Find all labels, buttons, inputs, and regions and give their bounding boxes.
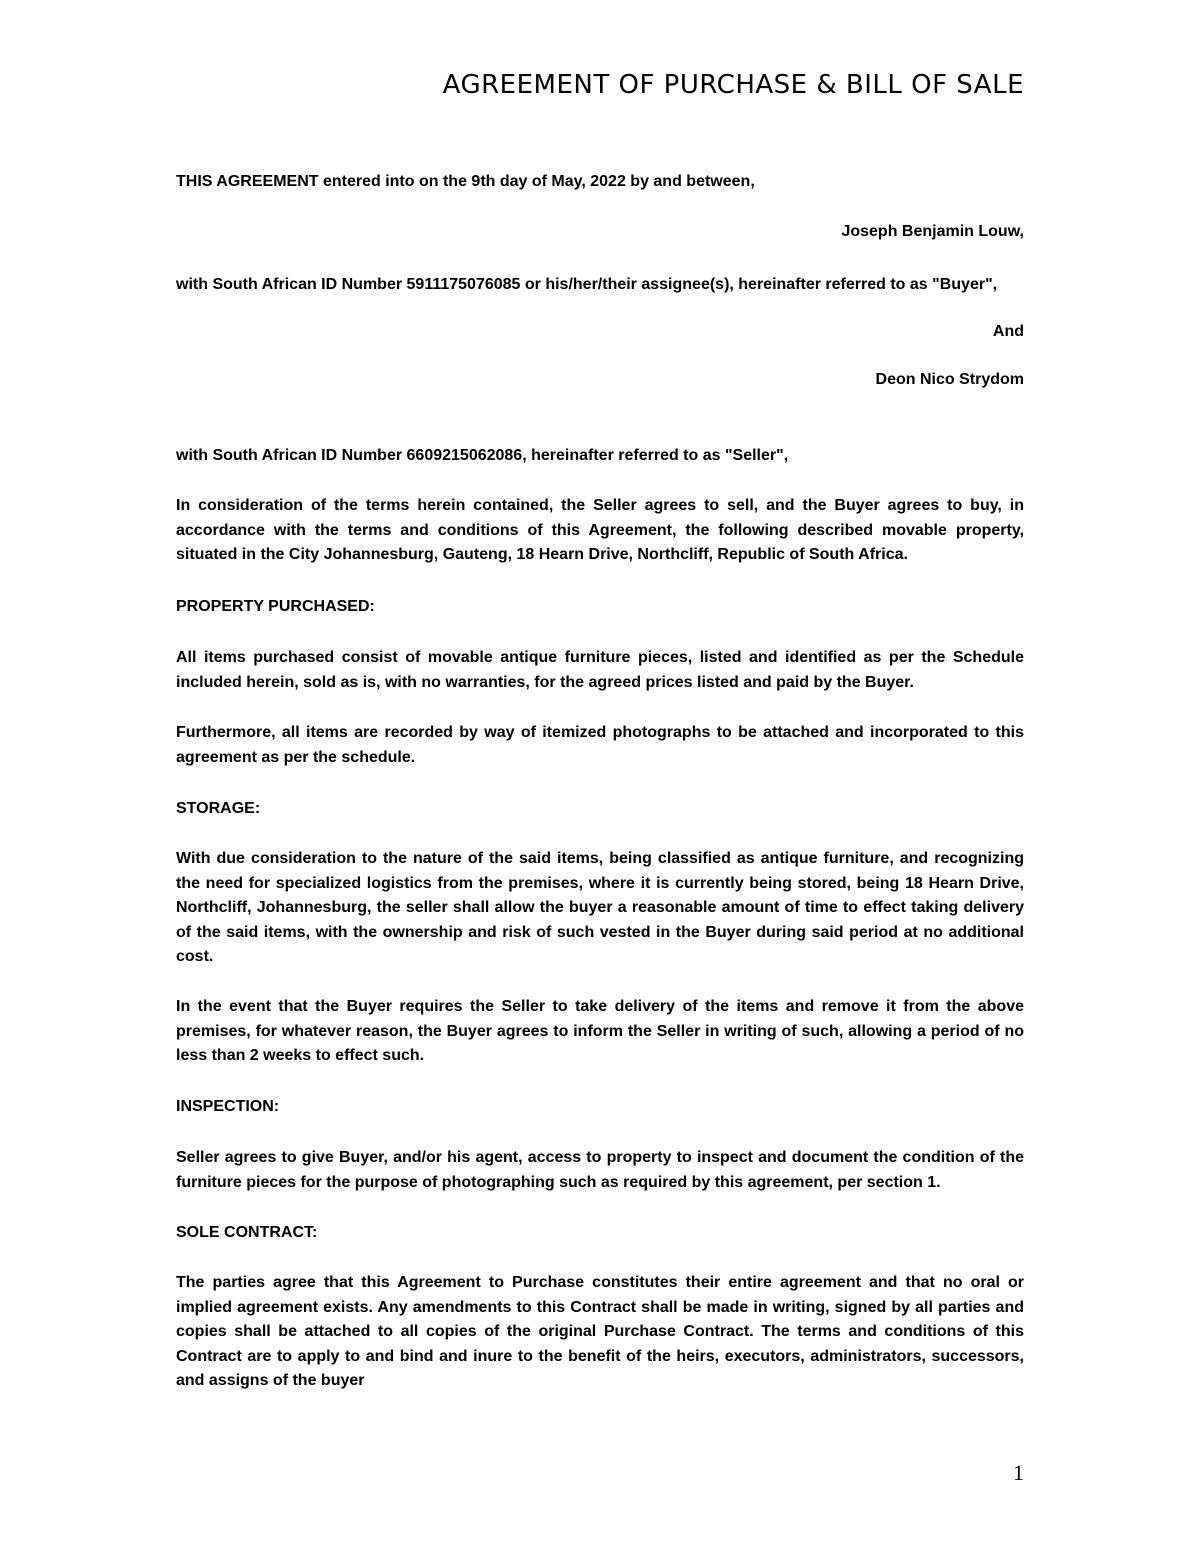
property-paragraph-2: Furthermore, all items are recorded by way of itemized photographs to be attached and incorporated to this agreement as per the schedule. bbox=[176, 724, 1024, 766]
document-title: AGREEMENT OF PURCHASE & BILL OF SALE bbox=[442, 70, 1024, 100]
property-paragraph-1: All items purchased consist of movable antique furniture pieces, listed and identified as per the Schedule included herein, sold as is, with no warranties, for the agreed prices listed and paid by the Buyer. bbox=[176, 649, 1024, 691]
page-number: 1 bbox=[1013, 1460, 1024, 1485]
storage-paragraph-1: With due consideration to the nature of the said items, being classified as antique furniture, and recognizing the need for specialized logistics from the premises, where it is currently being stored, being 18 Hearn Drive, Northcliff, Johannesburg, the seller shall allow the buyer a reasonable amount of time to effect taking delivery of the said items, with the ownership and risk of such vested in the Buyer during said period at no additional cost. bbox=[176, 850, 1024, 966]
intro-paragraph: THIS AGREEMENT entered into on the 9th day of May, 2022 by and between, bbox=[176, 173, 755, 190]
inspection-paragraph: Seller agrees to give Buyer, and/or his agent, access to property to inspect and document the condition of the furniture pieces for the purpose of photographing such as required by this agreement, per section 1. bbox=[176, 1149, 1024, 1191]
seller-id-paragraph: with South African ID Number 6609215062086, hereinafter referred to as "Seller", bbox=[176, 447, 789, 464]
buyer-id-paragraph: with South African ID Number 5911175076085 or his/her/their assignee(s), hereinafter referred to as "Buyer", bbox=[176, 276, 998, 293]
and-text: And bbox=[992, 323, 1024, 340]
consideration-paragraph: In consideration of the terms herein contained, the Seller agrees to sell, and the Buyer agrees to buy, in accordance with the terms and conditions of this Agreement, the following described movable property, situated in the City Johannesburg, Gauteng, 18 Hearn Drive, Northcliff, Republic of South Africa. bbox=[176, 497, 1024, 564]
inspection-heading: INSPECTION: bbox=[176, 1098, 280, 1115]
property-heading: PROPERTY PURCHASED: bbox=[176, 598, 375, 615]
storage-heading: STORAGE: bbox=[176, 800, 261, 817]
sole-contract-heading: SOLE CONTRACT: bbox=[176, 1224, 318, 1241]
buyer-name: Joseph Benjamin Louw, bbox=[841, 223, 1024, 240]
sole-contract-paragraph: The parties agree that this Agreement to Purchase constitutes their entire agreement and that no oral or implied agreement exists. Any amendments to this Contract shall be made in writing, signed by all parties and copies shall be attached to all copies of the original Purchase Contract. The terms and conditions of this Contract are to apply to and bind and inure to the benefit of the heirs, executors, administrators, successors, and assigns of the buyer bbox=[176, 1274, 1024, 1390]
seller-name: Deon Nico Strydom bbox=[875, 371, 1024, 388]
storage-paragraph-2: In the event that the Buyer requires the Seller to take delivery of the items and remove it from the above premises, for whatever reason, the Buyer agrees to inform the Seller in writing of such, allowing a period of no less than 2 weeks to effect such. bbox=[176, 998, 1024, 1065]
